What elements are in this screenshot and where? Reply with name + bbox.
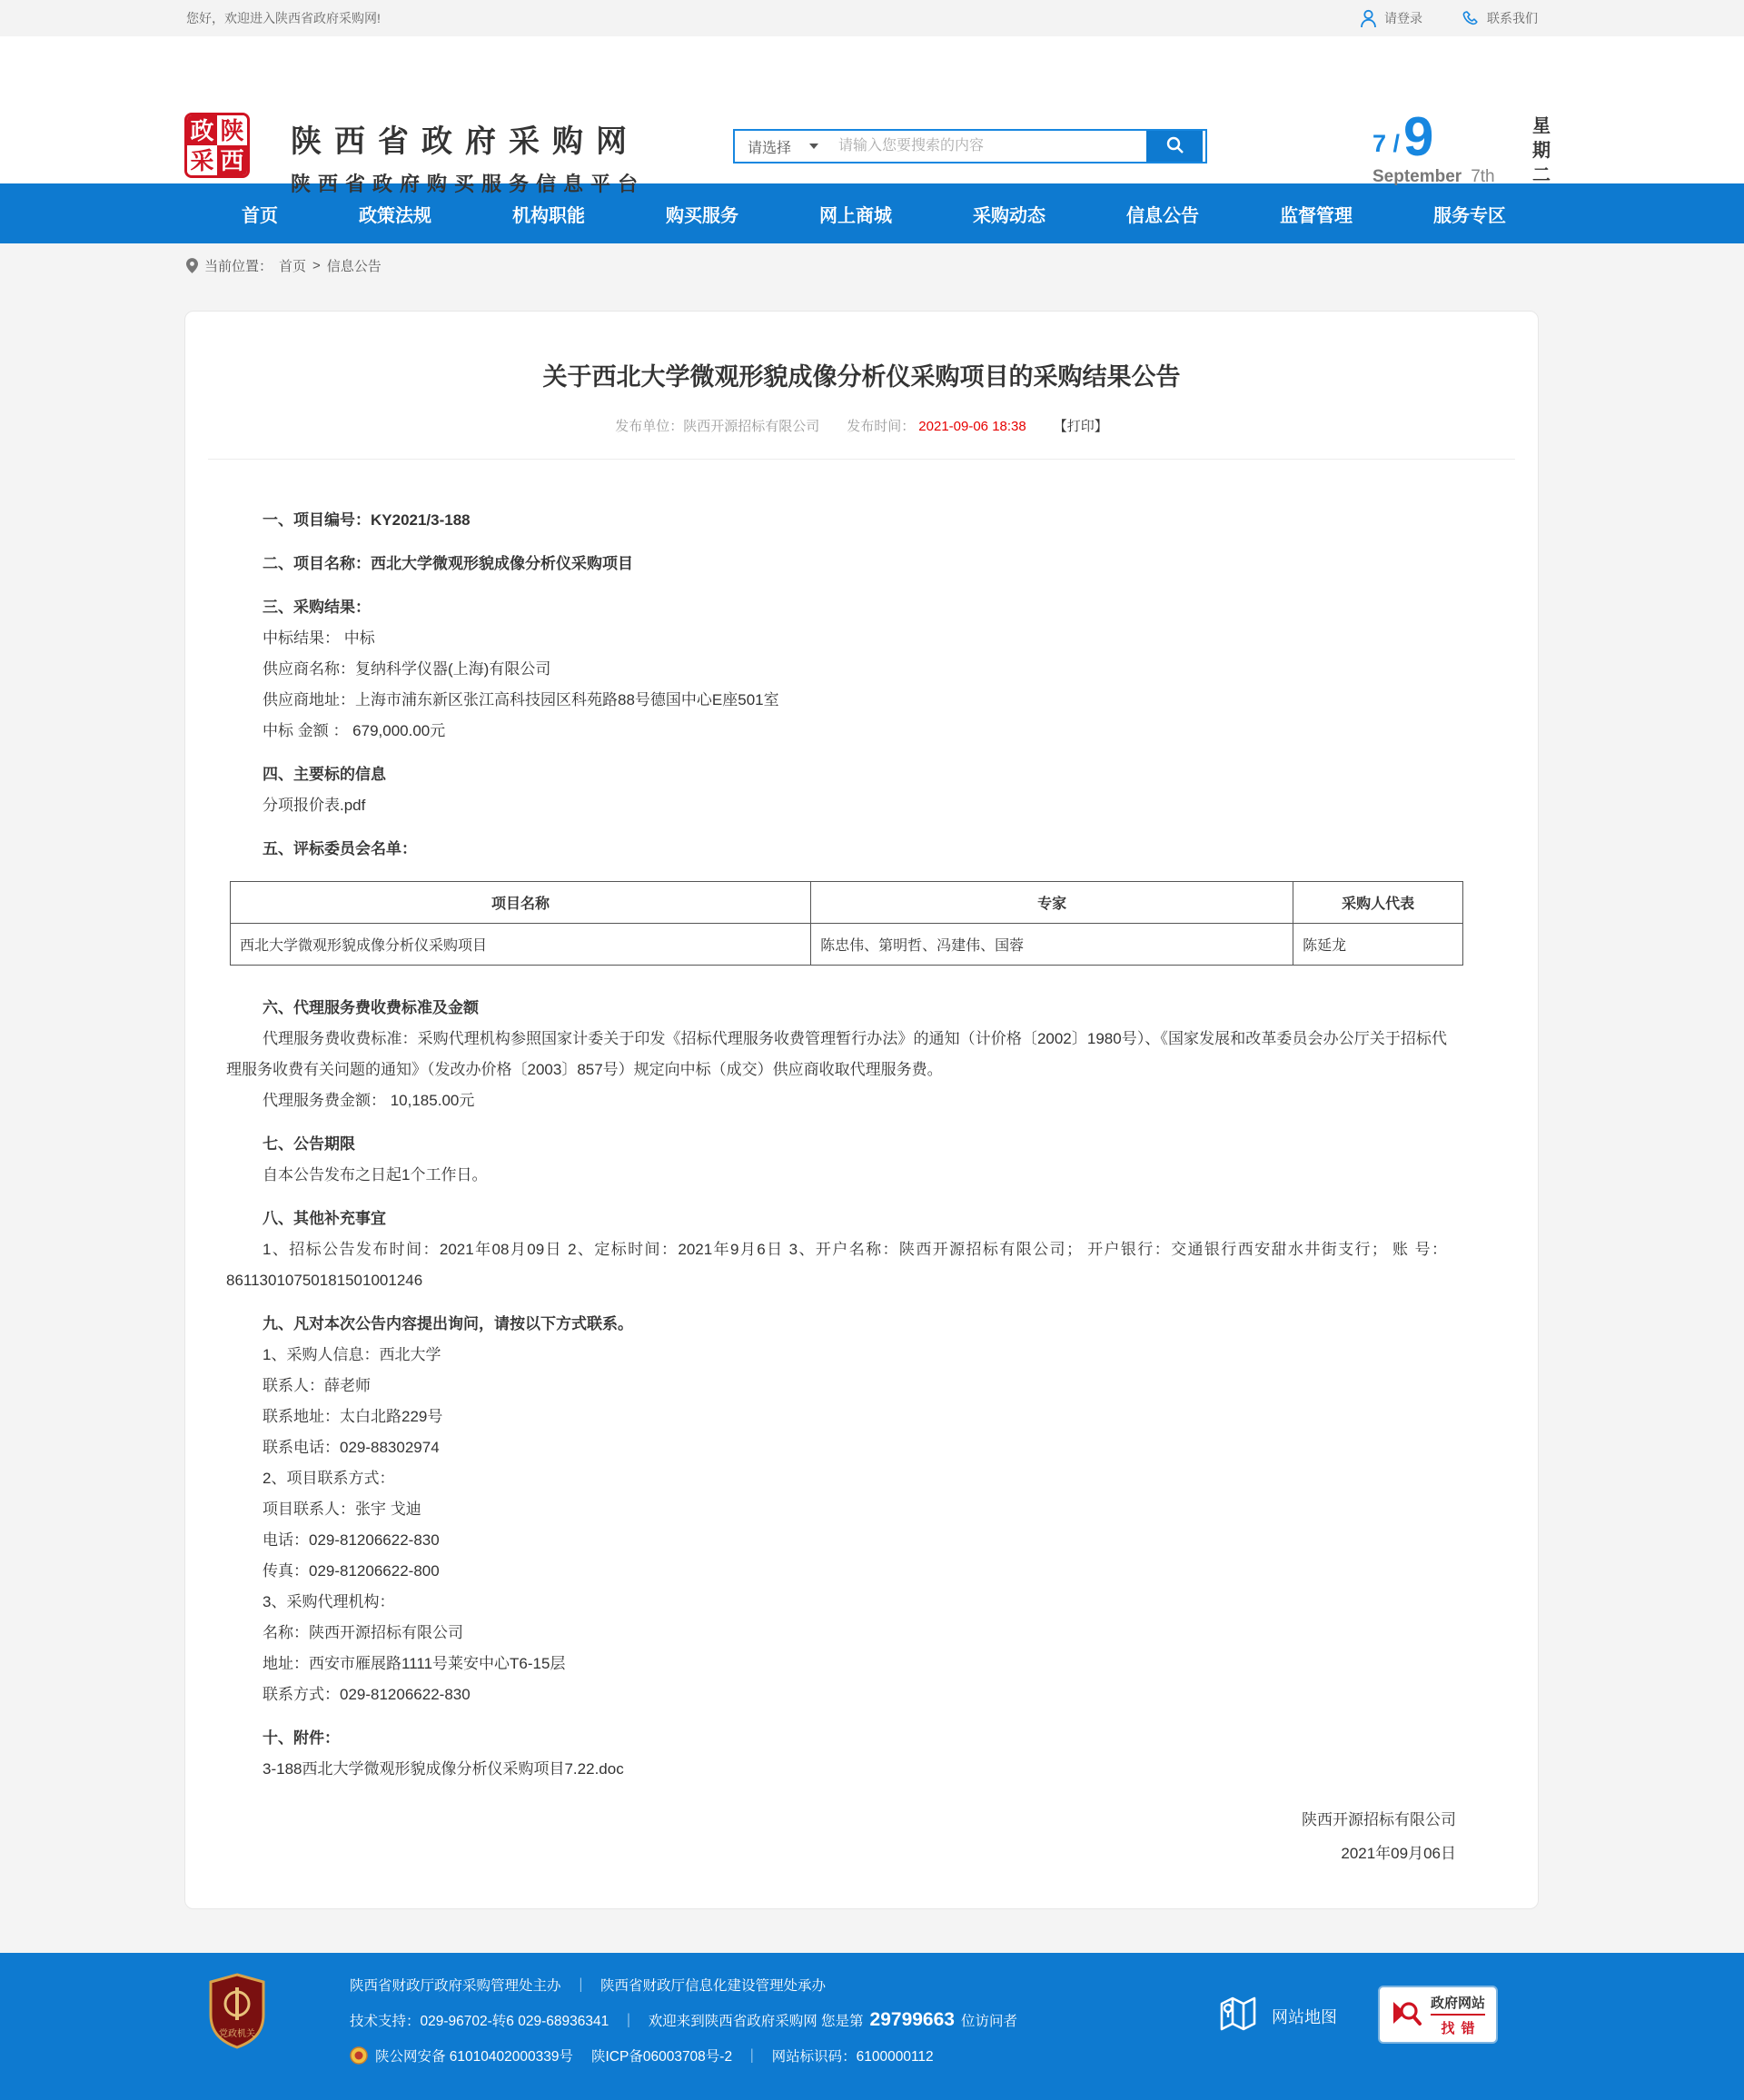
section-heading: 二、项目名称：西北大学微观形貌成像分析仪采购项目	[263, 555, 633, 572]
breadcrumb-home[interactable]: 首页	[279, 258, 307, 274]
chevron-down-icon	[809, 144, 818, 149]
table-header-cell: 专家	[811, 882, 1293, 924]
nav-item-2[interactable]: 机构职能	[512, 205, 585, 226]
attachment-link[interactable]: 3-188西北大学微观形貌成像分析仪采购项目7.22.doc	[263, 1760, 624, 1778]
nav-item-7[interactable]: 监督管理	[1280, 205, 1353, 226]
paragraph: 联系人：薛老师	[263, 1377, 371, 1394]
paragraph: 代理服务费金额： 10,185.00元	[263, 1092, 475, 1109]
footer-support-line: 技术支持：029-96702-转6 029-68936341 ｜ 欢迎来到陕西省政府采购网 您是第 29799663 位访问者	[350, 2009, 1017, 2030]
search-icon	[1165, 135, 1184, 157]
announcement-title: 关于西北大学微观形貌成像分析仪采购项目的采购结果公告	[542, 363, 1181, 391]
site-header	[0, 36, 1744, 195]
announcement-card	[184, 311, 1539, 1909]
paragraph: 3、采购代理机构：	[263, 1593, 395, 1610]
nav-item-0[interactable]: 首页	[242, 205, 278, 226]
footer-host-b: 陕西省财政厅信息化建设管理处承办	[600, 1978, 827, 1994]
breadcrumb-separator: >	[312, 257, 321, 273]
section-heading: 五、评标委员会名单：	[263, 840, 417, 857]
main-nav-bar	[0, 183, 1744, 243]
footer-visitor-prefix: 欢迎来到陕西省政府采购网 您是第	[648, 2014, 864, 2029]
seal-char: 采	[187, 145, 217, 175]
police-badge-icon	[350, 2046, 368, 2065]
search-input[interactable]	[837, 131, 1146, 162]
nav-item-8[interactable]: 服务专区	[1433, 205, 1506, 226]
error-badge-line2: 找错	[1441, 2020, 1481, 2036]
footer-support: 技术支持：029-96702-转6 029-68936341	[350, 2014, 609, 2029]
paragraph: 供应商地址：上海市浦东新区张江高科技园区科苑路88号德国中心E座501室	[263, 691, 779, 708]
section-heading: 一、项目编号：KY2021/3-188	[263, 511, 471, 529]
table-cell: 陈忠伟、第明哲、冯建伟、国蓉	[811, 924, 1293, 966]
svg-text:党政机关: 党政机关	[219, 2029, 255, 2039]
paragraph: 代理服务费收费标准：采购代理机构参照国家计委关于印发《招标代理服务收费管理暂行办法》的通知（计价格〔2002〕1980号）、《国家发展和改革委员会办公厅关于招标代理服务收费有关问题的通知》（发改办价格〔2003〕857号）规定向中标（成交）供应商收取代理服务费。	[226, 1030, 1447, 1078]
search-select-label: 请选择	[748, 140, 792, 156]
print-button[interactable]: 【打印】	[1053, 419, 1108, 434]
article-body	[185, 460, 1538, 1785]
login-label: 请登录	[1384, 11, 1422, 25]
section-heading: 九、凡对本次公告内容提出询问，请按以下方式联系。	[263, 1315, 633, 1332]
section-heading: 三、采购结果：	[263, 599, 371, 616]
section-heading: 七、公告期限	[263, 1135, 355, 1153]
site-title: 陕西省政府采购网	[291, 124, 639, 159]
paragraph: 自本公告发布之日起1个工作日。	[263, 1166, 488, 1184]
date-month-slash: 7 /	[1372, 130, 1401, 157]
error-report-magnifier-icon	[1391, 1996, 1423, 2034]
login-link[interactable]	[1360, 9, 1422, 28]
publisher-value: 陕西开源招标有限公司	[683, 419, 820, 434]
breadcrumb-current: 信息公告	[326, 258, 382, 274]
date-ordinal: 7th	[1471, 167, 1495, 186]
table-row	[231, 924, 1463, 966]
attachment-link[interactable]: 分项报价表.pdf	[263, 797, 366, 814]
icp-beian-link[interactable]: 陕ICP备06003708号-2	[591, 2049, 733, 2065]
publish-time-label: 发布时间：	[847, 419, 916, 434]
search-bar	[733, 129, 1207, 163]
logo-seal-icon	[184, 113, 250, 178]
seal-char: 陕	[217, 115, 247, 145]
error-badge-line1: 政府网站	[1431, 1993, 1485, 2016]
section-heading: 六、代理服务费收费标准及金额	[263, 999, 479, 1016]
section-heading: 八、其他补充事宜	[263, 1210, 386, 1227]
table-header-cell: 项目名称	[231, 882, 811, 924]
nav-item-4[interactable]: 网上商城	[819, 205, 892, 226]
nav-item-3[interactable]: 购买服务	[666, 205, 738, 226]
search-category-select[interactable]	[735, 131, 837, 162]
paragraph: 电话：029-81206622-830	[263, 1531, 440, 1549]
publish-time-value: 2021-09-06 18:38	[918, 419, 1026, 434]
date-weekday: 星期二	[1532, 116, 1551, 185]
signature-block	[185, 1803, 1538, 1908]
sitemap-link[interactable]	[1217, 1993, 1337, 2039]
date-month-name: September	[1372, 167, 1462, 186]
section-heading: 四、主要标的信息	[263, 766, 386, 783]
breadcrumb-label: 当前位置：	[204, 258, 273, 274]
footer-visitor-suffix: 位访问者	[960, 2014, 1017, 2029]
publisher-label: 发布单位：	[615, 419, 684, 434]
announcement-meta	[231, 416, 1492, 435]
nav-item-5[interactable]: 采购动态	[973, 205, 1045, 226]
page-footer	[0, 1953, 1744, 2100]
signature-company: 陕西开源招标有限公司	[1302, 1811, 1456, 1828]
paragraph: 中标 金额 ： 679,000.00元	[263, 722, 446, 739]
phone-icon	[1462, 10, 1480, 27]
government-emblem-icon[interactable]	[207, 1973, 267, 2054]
signature-date: 2021年09月06日	[1341, 1845, 1456, 1862]
map-icon	[1217, 1993, 1259, 2039]
top-bar	[0, 0, 1744, 36]
paragraph: 供应商名称：复纳科学仪器(上海)有限公司	[263, 660, 551, 678]
section-heading: 十、附件：	[263, 1729, 340, 1747]
paragraph: 中标结果： 中标	[263, 629, 375, 647]
seal-char: 西	[217, 145, 247, 175]
date-widget	[1372, 106, 1554, 187]
sitemap-label: 网站地图	[1272, 2007, 1337, 2026]
contact-label: 联系我们	[1487, 11, 1538, 25]
paragraph: 名称：陕西开源招标有限公司	[263, 1624, 463, 1641]
paragraph: 传真：029-81206622-800	[263, 1562, 440, 1580]
contact-link[interactable]	[1462, 9, 1538, 27]
footer-host-a: 陕西省财政厅政府采购管理处主办	[350, 1978, 561, 1994]
error-report-badge[interactable]	[1378, 1986, 1498, 2044]
user-icon	[1360, 9, 1377, 28]
site-subtitle: 陕西省政府购买服务信息平台	[291, 173, 646, 195]
date-day: 9	[1403, 106, 1434, 167]
police-beian-link[interactable]: 陕公网安备 61010402000339号	[375, 2049, 573, 2065]
paragraph: 地址：西安市雁展路1111号莱安中心T6-15层	[263, 1655, 566, 1672]
paragraph: 2、项目联系方式：	[263, 1470, 395, 1487]
breadcrumb	[0, 243, 1744, 287]
footer-beian-line: 陕公网安备 61010402000339号 陕ICP备06003708号-2 ｜ 网站标识码：6100000112	[350, 2046, 1017, 2065]
visitor-count: 29799663	[869, 2009, 955, 2030]
paragraph: 联系方式：029-81206622-830	[263, 1686, 471, 1703]
paragraph: 联系地址：太白北路229号	[263, 1408, 443, 1425]
welcome-text: 您好，欢迎进入陕西省政府采购网!	[186, 11, 381, 25]
seal-char: 政	[187, 115, 217, 145]
paragraph: 联系电话：029-88302974	[263, 1439, 440, 1456]
paragraph: 1、采购人信息：西北大学	[263, 1346, 441, 1363]
site-code: 网站标识码：6100000112	[771, 2049, 934, 2065]
table-header-cell: 采购人代表	[1293, 882, 1463, 924]
table-cell: 西北大学微观形貌成像分析仪采购项目	[231, 924, 811, 966]
footer-host-line: 陕西省财政厅政府采购管理处主办 ｜ 陕西省财政厅信息化建设管理处承办	[350, 1975, 1017, 1995]
committee-table	[230, 881, 1463, 966]
table-cell: 陈延龙	[1293, 924, 1463, 966]
paragraph: 1、招标公告发布时间：2021年08月09日 2、定标时间：2021年9月6日 3、开户名称：陕西开源招标有限公司； 开户银行：交通银行西安甜水井街支行； 账 号：86113010750181501001246	[226, 1241, 1447, 1289]
location-pin-icon	[186, 258, 198, 273]
site-logo[interactable]	[184, 113, 250, 178]
search-button[interactable]	[1146, 131, 1203, 162]
nav-item-6[interactable]: 信息公告	[1126, 205, 1199, 226]
nav-item-1[interactable]: 政策法规	[359, 205, 431, 226]
paragraph: 项目联系人：张宇 戈迪	[263, 1501, 421, 1518]
